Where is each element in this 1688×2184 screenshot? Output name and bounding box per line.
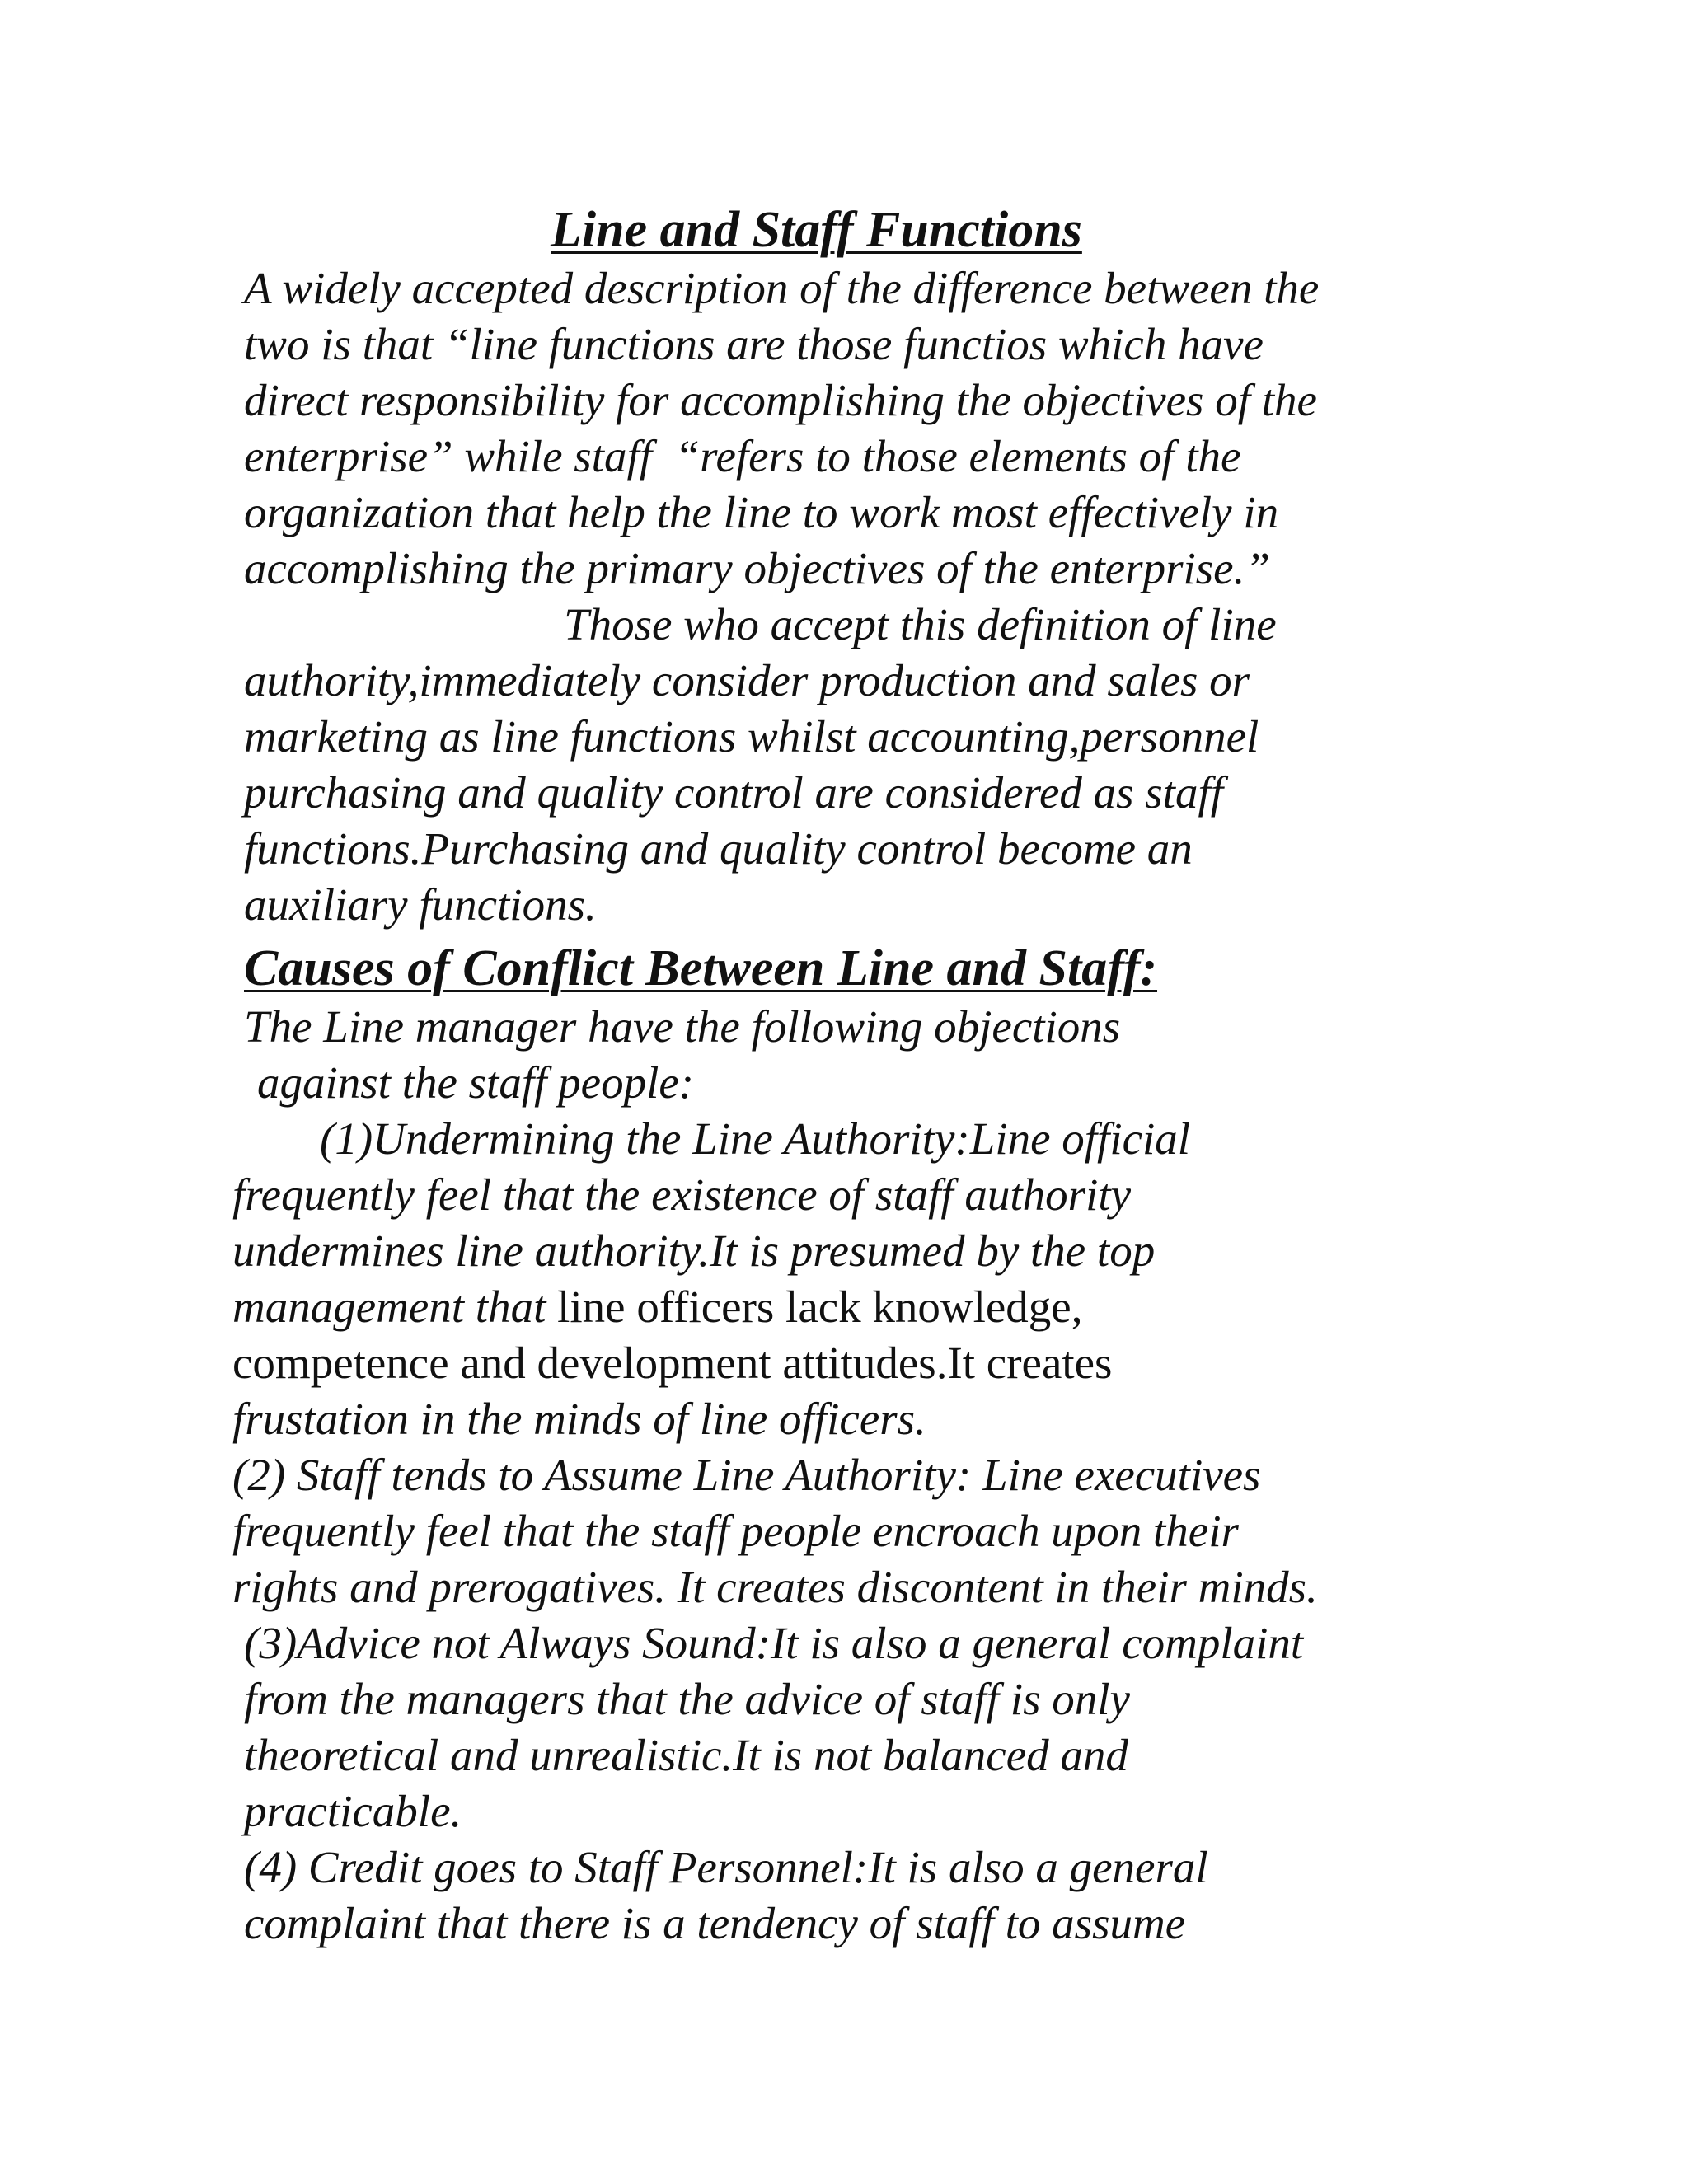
paragraph-1-line: accomplishing the primary objectives of the enterprise.” bbox=[244, 543, 1270, 593]
item-1-line: competence and development attitudes.It creates bbox=[232, 1338, 1113, 1388]
item-1-upright-text: line officers lack knowledge, bbox=[557, 1282, 1083, 1332]
section-heading: Causes of Conflict Between Line and Staff: bbox=[244, 940, 1158, 996]
paragraph-2-line: Those who accept this definition of line bbox=[564, 599, 1277, 649]
paragraph-1-line: two is that “line functions are those functios which have bbox=[244, 319, 1264, 369]
paragraph-1-line: A widely accepted description of the difference between the bbox=[244, 263, 1320, 313]
item-1-line: (1)Undermining the Line Authority:Line official bbox=[320, 1113, 1191, 1164]
item-4-line: complaint that there is a tendency of staff to assume bbox=[244, 1898, 1186, 1948]
paragraph-2-line: marketing as line functions whilst accounting,personnel bbox=[244, 711, 1259, 762]
paragraph-2-line: purchasing and quality control are considered as staff bbox=[244, 767, 1224, 818]
item-2-line: rights and prerogatives. It creates discontent in their minds. bbox=[232, 1562, 1318, 1612]
item-1-line: frustation in the minds of line officers. bbox=[232, 1394, 926, 1444]
item-1-line bbox=[232, 1280, 1082, 1334]
document-title: Line and Staff Functions bbox=[551, 202, 1082, 258]
item-4-line: (4) Credit goes to Staff Personnel:It is also a general bbox=[244, 1842, 1208, 1892]
item-3-line: (3)Advice not Always Sound:It is also a general complaint bbox=[244, 1618, 1304, 1668]
item-2-line: (2) Staff tends to Assume Line Authority: Line executives bbox=[232, 1450, 1261, 1500]
paragraph-1-line: enterprise” while staff “refers to those elements of the bbox=[244, 431, 1241, 481]
paragraph-1-line: direct responsibility for accomplishing the objectives of the bbox=[244, 375, 1317, 425]
item-1-line: frequently feel that the existence of staff authority bbox=[232, 1169, 1132, 1220]
item-3-line: practicable. bbox=[244, 1786, 462, 1836]
paragraph-1-line: organization that help the line to work most effectively in bbox=[244, 487, 1279, 537]
item-3-line: theoretical and unrealistic.It is not balanced and bbox=[244, 1730, 1128, 1780]
intro-line: against the staff people: bbox=[257, 1057, 695, 1108]
paragraph-2-line: authority,immediately consider production and sales or bbox=[244, 655, 1250, 705]
item-3-line: from the managers that the advice of staff is only bbox=[244, 1674, 1130, 1724]
item-1-italic-text: management that bbox=[232, 1282, 558, 1332]
intro-line: The Line manager have the following objections bbox=[244, 1001, 1121, 1052]
paragraph-2-line: auxiliary functions. bbox=[244, 879, 597, 930]
item-1-line: undermines line authority.It is presumed by the top bbox=[232, 1226, 1156, 1276]
item-2-line: frequently feel that the staff people encroach upon their bbox=[232, 1506, 1239, 1556]
paragraph-2-line: functions.Purchasing and quality control become an bbox=[244, 823, 1193, 874]
